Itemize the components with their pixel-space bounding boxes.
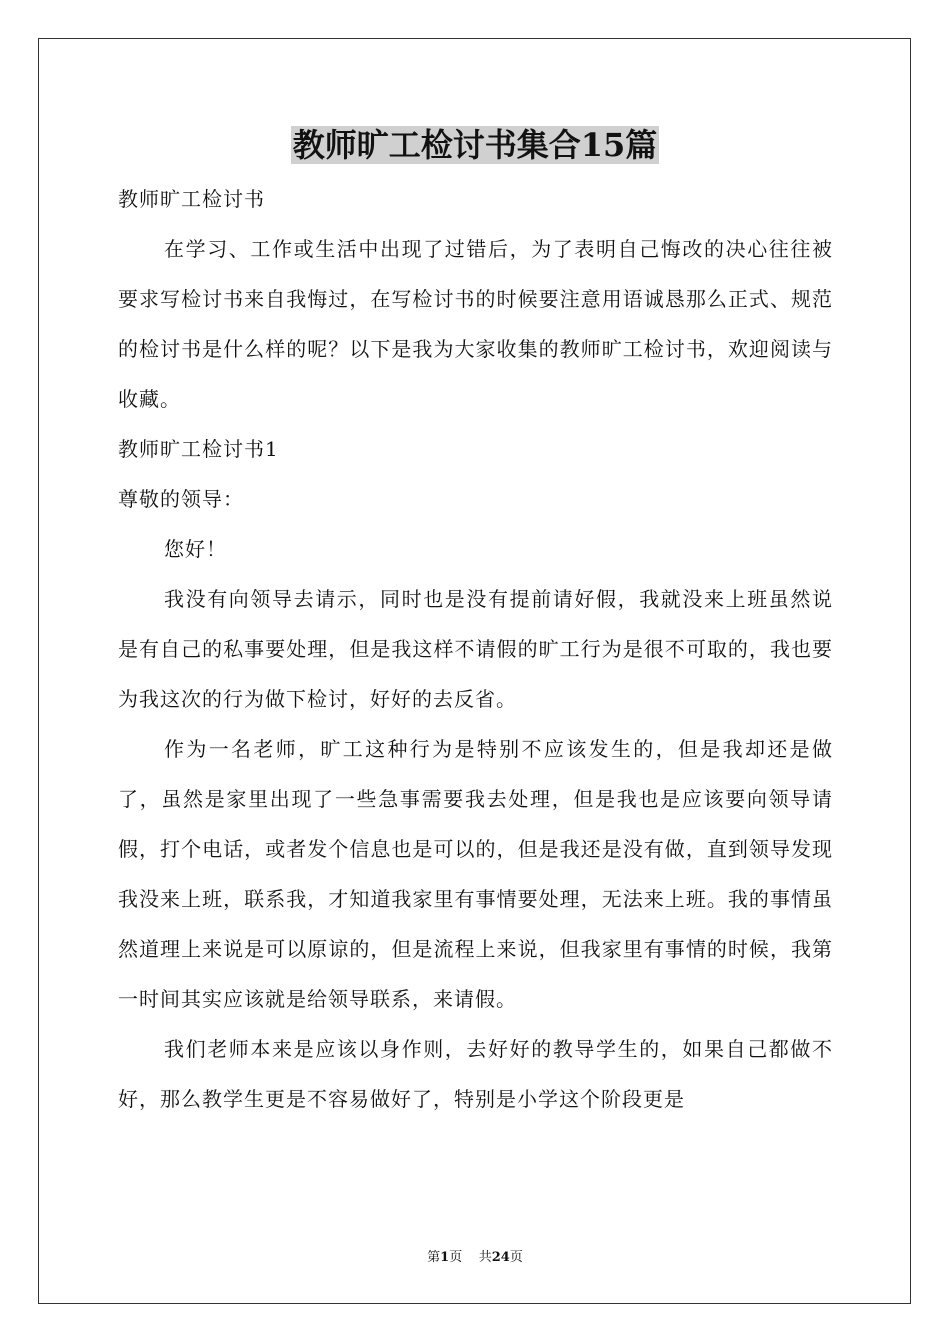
page-prefix: 第 [427,1250,441,1265]
total-pages: 24 [491,1250,510,1265]
total-suffix: 页 [509,1250,523,1265]
salutation: 尊敬的领导： [118,487,244,511]
page-number: 1 [440,1250,450,1265]
page-footer [0,1246,950,1265]
body-paragraph: 我没有向领导去请示，同时也是没有提前请好假，我就没来上班虽然说是有自己的私事要处理，但是我这样不请假的旷工行为是很不可取的，我也要为我这次的行为做下检讨，好好的去反省。 [118,587,833,711]
section-heading-1: 教师旷工检讨书1 [118,437,279,461]
document-body [118,174,833,1124]
page-suffix: 页 [449,1250,463,1265]
greeting: 您好！ [164,537,227,561]
body-paragraph: 作为一名老师，旷工这种行为是特别不应该发生的，但是我却还是做了，虽然是家里出现了一些急事需要我去处理，但是我也是应该要向领导请假，打个电话，或者发个信息也是可以的，但是我还是没有做，直到领导发现我没来上班，联系我，才知道我家里有事情要处理，无法来上班。我的事情虽然道理上来说是可以原谅的，但是流程上来说，但我家里有事情的时候，我第一时间其实应该就是给领导联系，来请假。 [118,737,833,1011]
intro-paragraph: 在学习、工作或生活中出现了过错后，为了表明自己悔改的决心往往被要求写检讨书来自我悔过，在写检讨书的时候要注意用语诚恳那么正式、规范的检讨书是什么样的呢？以下是我为大家收集的教师旷工检讨书，欢迎阅读与收藏。 [118,237,833,411]
section-heading: 教师旷工检讨书 [118,187,265,211]
body-paragraph: 我们老师本来是应该以身作则，去好好的教导学生的，如果自己都做不好，那么教学生更是不容易做好了，特别是小学这个阶段更是 [118,1037,833,1111]
total-prefix: 共 [478,1250,492,1265]
document-title-text: 教师旷工检讨书集合15篇 [292,126,658,164]
document-title [0,122,950,168]
